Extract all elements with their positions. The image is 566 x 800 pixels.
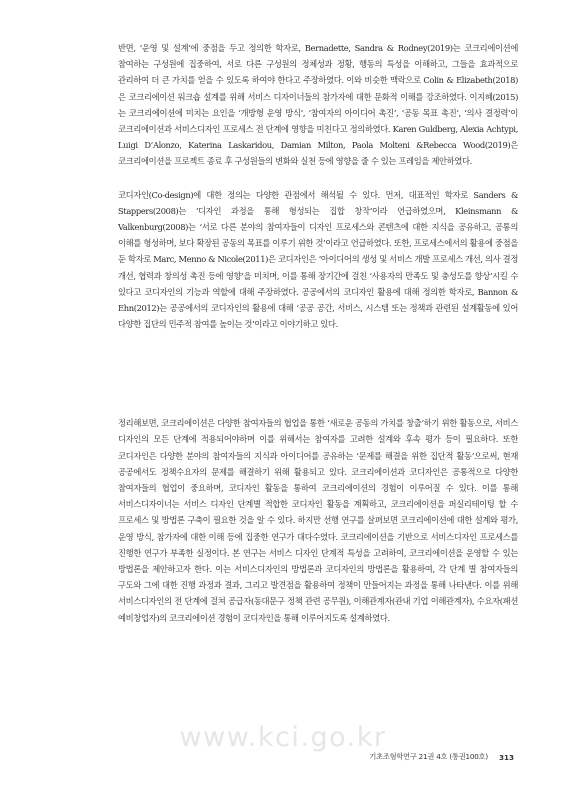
body-text <box>118 40 518 755</box>
paragraph-cocreation-operation: 반면, ‘운영 및 설계’에 중점을 두고 정의한 학자로, Bernadette, Sandra & Rodney(2019)는 코크리에이션에 참여하는 구성원에 집중하여, 서로 다른 구성원의 정체성과 정황, 행동의 특성을 이해하고, 그들을 효과적으로 관리하여 더 큰 가치를 얻을 수 있도록 하여야 한다고 주장하였다. 이와 비슷한 맥락으로 Colin & Elizabeth(2018)은 코크리에이션 워크숍 설계를 위해 서비스 디자이너들의 참가자에 대한 문화적 이해를 강조하였다. 이지혜(2015)는 코크리에이션에 미치는 요인을 ‘개방형 운영 방식’, ‘참여자의 아이디어 촉진’, ‘공동 목표 촉진’, ‘의사 결정력’이 코크리에이션과 서비스디자인 프로세스 전 단계에 영향을 미친다고 정의하였다. Karen Guldberg, Alexia Achtypi, Luigi D’Alonzo, Katerina Laskaridou, Damian Milton, Paola Molteni &Rebecca Wood(2019)은 코크리에이션을 프로젝트 종료 후 구성원들의 변화와 실천 등에 영향을 줄 수 있는 프레임을 제안하였다. <box>118 43 518 167</box>
journal-citation: 기초조형학연구 21권 4호 (통권100호) <box>369 752 488 761</box>
kci-watermark: www.kci.go.kr <box>179 722 387 753</box>
paragraph-codesign-definition: 코디자인(Co-design)에 대한 정의는 다양한 관점에서 해석될 수 있다. 먼저, 대표적인 학자로 Sanders & Stappers(2008)는 ‘디자인 과정을 통해 형성되는 집합 창작’이라 언급하였으며, Kleinsmann & Valkenburg(2008)는 ‘서로 다른 분야의 참여자들이 디자인 프로세스와 콘텐츠에 대한 지식을 공유하고, 공통의 이해를 형성하며, 보다 확장된 공동의 목표를 이루기 위한 것’이라고 언급하였다. 또한, 프로세스에서의 활용에 중점을 둔 학자로 Marc, Menno & Nicole(2011)은 코디자인은 ‘아이디어의 생성 및 서비스 개발 프로세스 개선, 의사 결정 개선, 협력과 창의성 촉진 등에 영향’을 미치며, 이를 통해 장기간에 걸친 ‘사용자의 만족도 및 충성도를 향상’시킬 수 있다고 코디자인의 기능과 역할에 대해 주장하였다. 공공에서의 코디자인 활용에 대해 정의한 학자로, Bannon & Ehn(2012)는 공공에서의 코디자인의 활용에 대해 ‘공공 공간, 서비스, 시스템 또는 정책과 관련된 설계활동에 있어 다양한 집단의 민주적 참여를 높이는 것’이라고 이야기하고 있다. <box>118 189 518 330</box>
page-number: 313 <box>498 752 514 762</box>
paragraph-summary: 정리해보면, 코크리에이션은 다양한 참여자들의 협업을 통한 ‘새로운 공동의 가치를 창출’하기 위한 활동으로, 서비스 디자인의 모든 단계에 적용되어야하며 이를 위해서는 참여자를 고려한 설계와 후속 평가 등이 필요하다. 또한 코디자인은 다양한 분야의 참여자들의 지식과 아이디어를 공유하는 ‘문제를 해결을 위한 집단적 활동’으로써, 현재 공공에서도 정책수요자의 문제를 해결하기 위해 활용되고 있다. 코크리에이션과 코디자인은 공통적으로 다양한 참여자들의 협업이 중요하며, 코디자인 활동을 통하여 코크리에이션의 경험이 이루어질 수 있다. 이를 통해 서비스디자이너는 서비스 디자인 단계별 적합한 코디자인 활동을 계획하고, 코크리에이션을 퍼실리테이팅 할 수 프로세스 및 방법론 구축이 필요한 것을 알 수 있다. 하지만 선행 연구를 살펴보면 코크리에이션에 대한 설계와 평가, 운영 방식, 참가자에 대한 이해 등에 집중한 연구가 대다수였다. 코크리에이션을 기반으로 서비스디자인 프로세스를 진행한 연구가 부족한 실정이다. 본 연구는 서비스 디자인 단계적 특성을 고려하여, 코크리에이션을 운영할 수 있는 방법론을 제안하고자 한다. 이는 서비스디자인의 방법론과 코디자인의 방법론을 활용하여, 각 단계 별 참여자들의 구도와 그에 대한 진행 과정과 결과, 그리고 발견점을 활용하여 정책이 만들어지는 과정을 통해 나타낸다. 이를 위해 서비스디자인의 전 단계에 걸쳐 공급자(동대문구 정책 관련 공무원), 이해관계자(관내 기업 이해관계자), 수요자(패션 예비창업자)의 코크리에이션 경험이 코디자인을 통해 이루어지도록 설계하였다. <box>118 418 518 623</box>
page-footer <box>369 752 514 762</box>
